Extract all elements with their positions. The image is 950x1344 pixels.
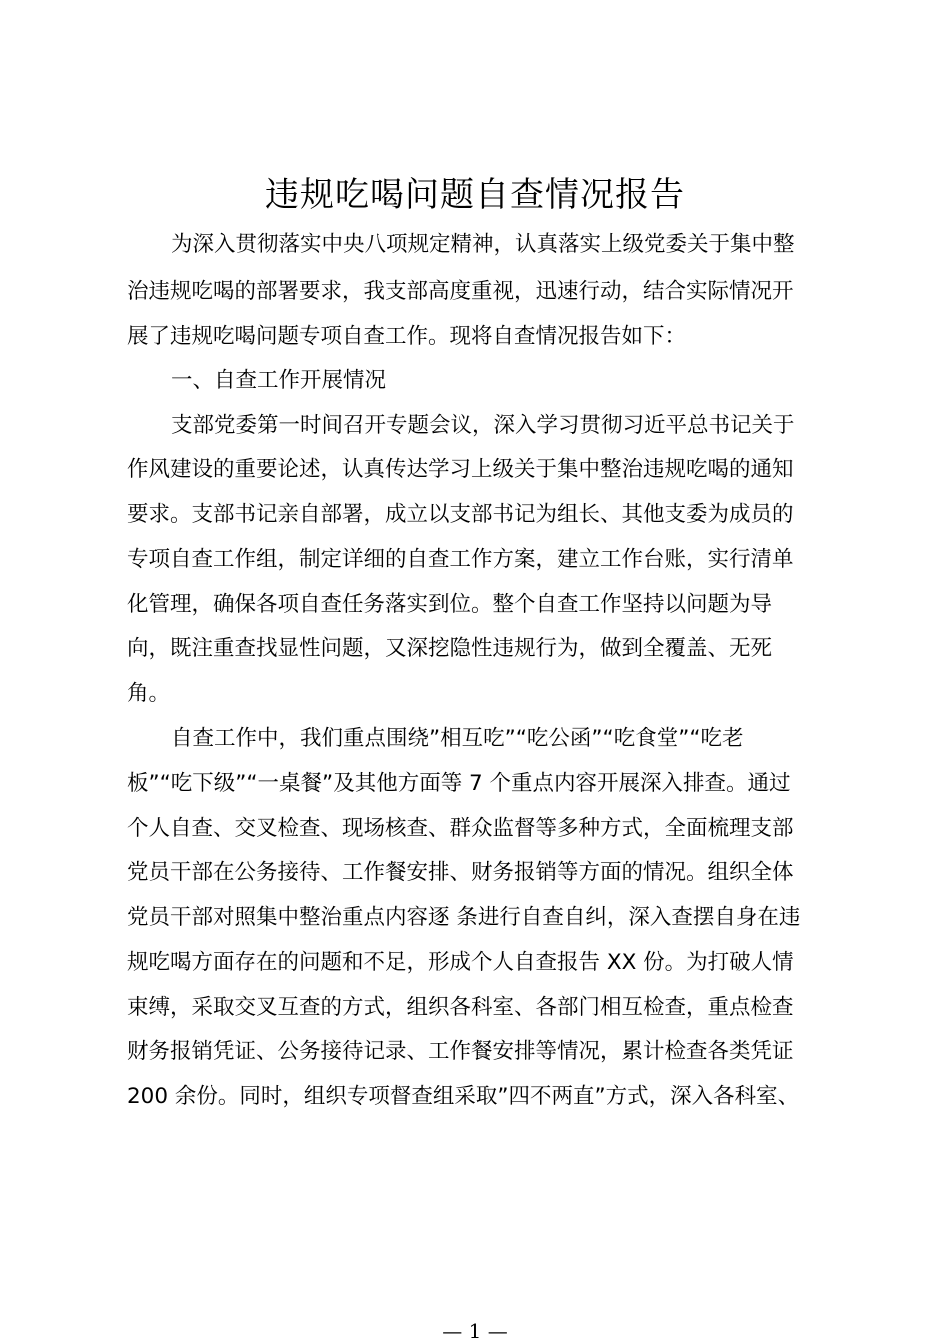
- paragraph-line: 治违规吃喝的部署要求，我支部高度重视，迅速行动，结合实际情况开: [127, 279, 794, 304]
- document-title: 违规吃喝问题自查情况报告: [265, 175, 685, 215]
- section-heading: 一、自查工作开展情况: [171, 368, 387, 393]
- paragraph-line: 展了违规吃喝问题专项自查工作。现将自查情况报告如下：: [127, 324, 687, 349]
- paragraph-line: 向，既注重查找显性问题，又深挖隐性违规行为，做到全覆盖、无死: [127, 636, 773, 661]
- page-number: — 1 —: [442, 1319, 508, 1343]
- paragraph-line: 个人自查、交叉检查、现场核查、群众监督等多种方式，全面梳理支部: [127, 816, 794, 841]
- paragraph-line: 角。: [127, 681, 171, 706]
- paragraph-line: 专项自查工作组，制定详细的自查工作方案，建立工作台账，实行清单: [127, 547, 794, 572]
- paragraph-line: 自查工作中，我们重点围绕”相互吃”“吃公函”“吃食堂”“吃老: [171, 726, 744, 751]
- paragraph-line: 党员干部在公务接待、工作餐安排、财务报销等方面的情况。组织全体: [127, 860, 794, 885]
- paragraph-line: 财务报销凭证、公务接待记录、工作餐安排等情况，累计检查各类凭证: [127, 1039, 794, 1064]
- paragraph-line: 板”“吃下级”“一桌餐”及其他方面等 7 个重点内容开展深入排查。通过: [127, 771, 791, 796]
- paragraph-line: 为深入贯彻落实中央八项规定精神，认真落实上级党委关于集中整: [171, 232, 795, 257]
- paragraph-line: 要求。支部书记亲自部署，成立以支部书记为组长、其他支委为成员的: [127, 502, 794, 527]
- paragraph-line: 党员干部对照集中整治重点内容逐 条进行自查自纠，深入查摆自身在违: [127, 905, 801, 930]
- paragraph-line: 化管理，确保各项自查任务落实到位。整个自查工作坚持以问题为导: [127, 592, 773, 617]
- paragraph-line: 支部党委第一时间召开专题会议，深入学习贯彻习近平总书记关于: [171, 413, 795, 438]
- paragraph-line: 200 余份。同时，组织专项督查组采取”四不两直”方式，深入各科室、: [127, 1084, 800, 1109]
- paragraph-line: 规吃喝方面存在的问题和不足，形成个人自查报告 XX 份。为打破人情: [127, 950, 794, 975]
- paragraph-line: 作风建设的重要论述，认真传达学习上级关于集中整治违规吃喝的通知: [127, 457, 794, 482]
- paragraph-line: 束缚，采取交叉互查的方式，组织各科室、各部门相互检查，重点检查: [127, 995, 794, 1020]
